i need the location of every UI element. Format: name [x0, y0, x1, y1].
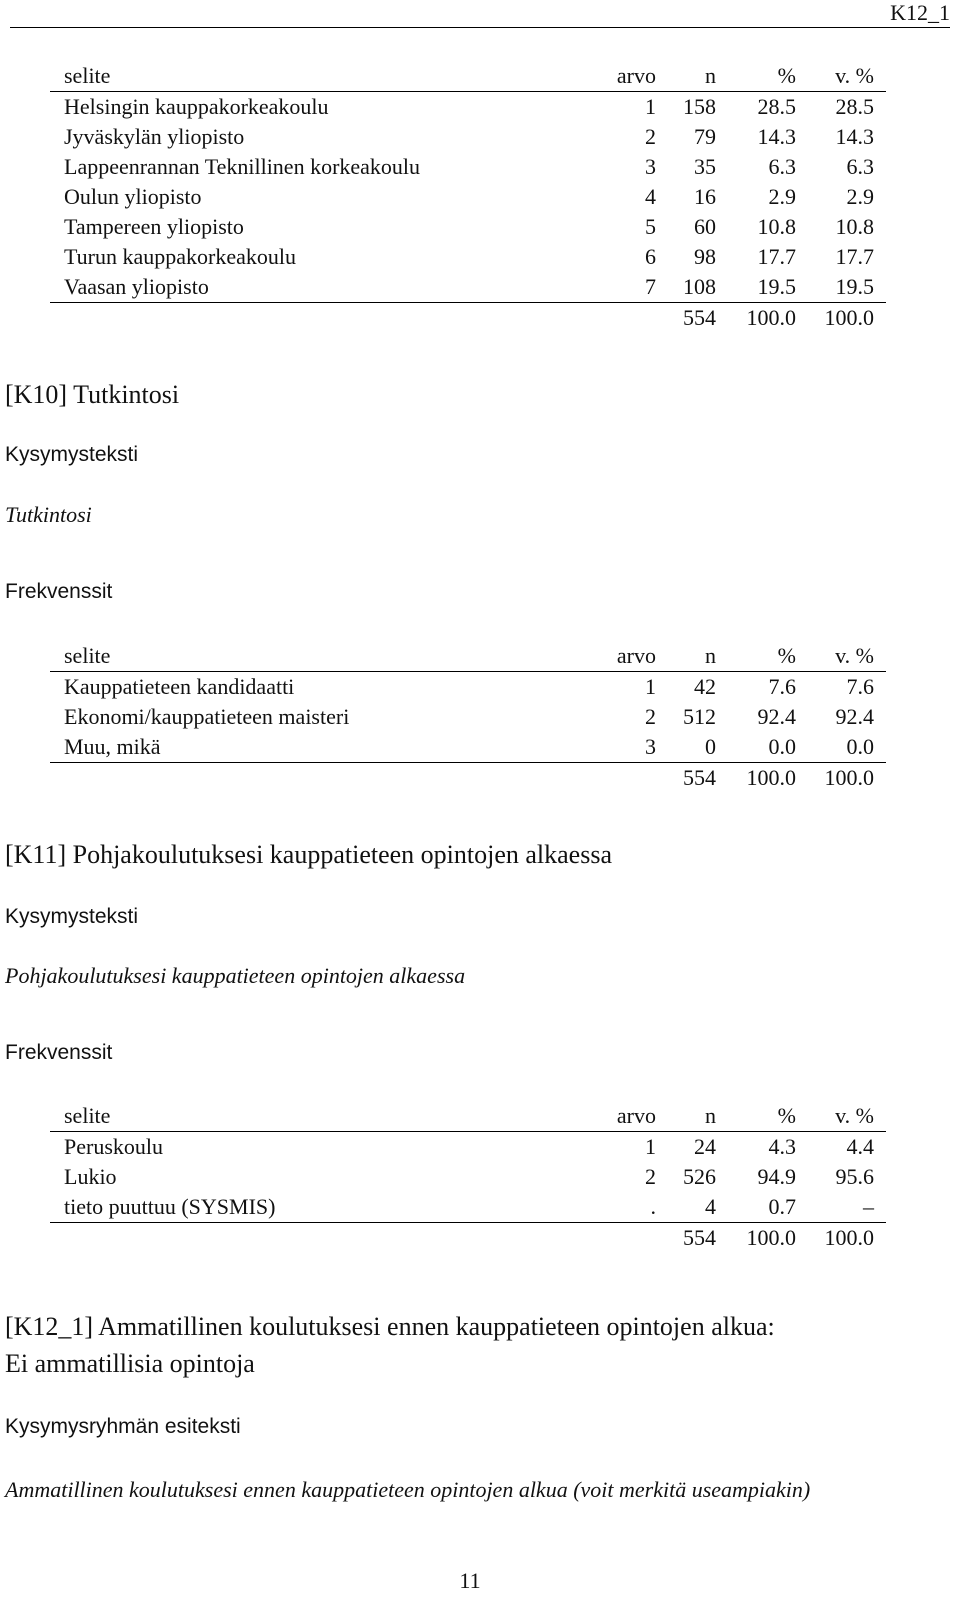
section-title-k11: [K11] Pohjakoulutuksesi kauppatieteen opintojen alkaessa: [5, 840, 613, 869]
cell-n: 16: [694, 184, 716, 209]
col-header-n: n: [656, 1101, 716, 1132]
col-header-pct: %: [716, 1101, 796, 1132]
section-title-k12-line2: Ei ammatillisia opintoja: [5, 1349, 255, 1378]
cell-value: 2: [645, 1164, 656, 1189]
cell-pct: 0.7: [716, 1192, 796, 1223]
frequency-table-k10: [50, 641, 886, 793]
cell-valid-pct: 19.5: [796, 272, 886, 303]
cell-valid-pct: –: [796, 1192, 886, 1223]
cell-pct: 4.3: [768, 1134, 796, 1159]
frequencies-heading-k11: Frekvenssit: [5, 1041, 113, 1064]
cell-value: 5: [645, 214, 656, 239]
cell-value: 7: [576, 272, 656, 303]
table-row: [50, 1192, 886, 1223]
cell-pct: 17.7: [757, 244, 796, 269]
table-row: [50, 672, 886, 703]
table-row: [50, 152, 886, 182]
cell-valid-pct: 28.5: [835, 94, 874, 119]
cell-label: tieto puuttuu (SYSMIS): [50, 1192, 576, 1223]
cell-n: 108: [656, 272, 716, 303]
cell-valid-pct: 7.6: [846, 674, 874, 699]
section-title-k10: [K10] Tutkintosi: [5, 380, 180, 409]
cell-valid-pct: 10.8: [835, 214, 874, 239]
total-n: 554: [683, 765, 716, 790]
total-n: 554: [683, 305, 716, 330]
cell-n: 4: [656, 1192, 716, 1223]
cell-pct: 92.4: [757, 704, 796, 729]
cell-label: Tampereen yliopisto: [64, 214, 244, 239]
table-row: [50, 272, 886, 303]
table-row: [50, 1132, 886, 1163]
header-rule: [10, 27, 950, 28]
cell-pct: 94.9: [757, 1164, 796, 1189]
cell-label: Muu, mikä: [50, 732, 576, 763]
cell-label: Kauppatieteen kandidaatti: [64, 674, 295, 699]
question-heading-k11: Kysymysteksti: [5, 905, 139, 928]
col-header-valid-pct: v. %: [796, 641, 886, 672]
cell-label: Vaasan yliopisto: [50, 272, 576, 303]
cell-n: 35: [694, 154, 716, 179]
frequency-table-k11: [50, 1101, 886, 1253]
col-header-n: n: [656, 641, 716, 672]
cell-label: Helsingin kauppakorkeakoulu: [64, 94, 329, 119]
table-header-row: [50, 1101, 886, 1132]
total-n: 554: [683, 1225, 716, 1250]
cell-value: 3: [576, 732, 656, 763]
col-header-label: selite: [50, 1101, 576, 1132]
table-row: [50, 732, 886, 763]
frequency-table-k9: [50, 61, 886, 333]
table-row: [50, 702, 886, 732]
table-total-row: [50, 1223, 886, 1254]
cell-n: 512: [683, 704, 716, 729]
cell-value: 2: [645, 704, 656, 729]
cell-pct: 6.3: [768, 154, 796, 179]
cell-pct: 28.5: [757, 94, 796, 119]
cell-value: .: [576, 1192, 656, 1223]
cell-value: 1: [645, 674, 656, 699]
group-text-k12: Ammatillinen koulutuksesi ennen kauppatieteen opintojen alkua (voit merkitä useampiakin): [5, 1477, 811, 1502]
cell-n: 79: [694, 124, 716, 149]
cell-valid-pct: 95.6: [835, 1164, 874, 1189]
group-heading-k12: Kysymysryhmän esiteksti: [5, 1415, 241, 1438]
col-header-n: n: [656, 61, 716, 92]
cell-value: 1: [645, 1134, 656, 1159]
col-header-valid-pct: v. %: [796, 61, 886, 92]
cell-n: 0: [656, 732, 716, 763]
col-header-value: arvo: [576, 641, 656, 672]
table-row: [50, 122, 886, 152]
table-header-row: [50, 641, 886, 672]
cell-label: Ekonomi/kauppatieteen maisteri: [64, 704, 350, 729]
cell-value: 6: [645, 244, 656, 269]
cell-pct: 2.9: [768, 184, 796, 209]
cell-value: 2: [645, 124, 656, 149]
section-title-k12-line1: [K12_1] Ammatillinen koulutuksesi ennen kauppatieteen opintojen alkua:: [5, 1312, 775, 1341]
cell-pct: 0.0: [716, 732, 796, 763]
cell-pct: 10.8: [757, 214, 796, 239]
table-row: [50, 242, 886, 272]
table-header-row: [50, 61, 886, 92]
cell-pct: 7.6: [768, 674, 796, 699]
table-row: [50, 92, 886, 123]
total-pct: 100.0: [746, 765, 796, 790]
table-total-row: [50, 303, 886, 334]
total-valid-pct: 100.0: [824, 765, 874, 790]
cell-n: 98: [694, 244, 716, 269]
table-row: [50, 182, 886, 212]
cell-valid-pct: 2.9: [846, 184, 874, 209]
col-header-value: arvo: [576, 61, 656, 92]
cell-valid-pct: 6.3: [846, 154, 874, 179]
cell-label: Lukio: [64, 1164, 117, 1189]
cell-valid-pct: 92.4: [835, 704, 874, 729]
cell-label: Peruskoulu: [64, 1134, 163, 1159]
cell-value: 4: [645, 184, 656, 209]
cell-n: 24: [694, 1134, 716, 1159]
total-valid-pct: 100.0: [824, 1225, 874, 1250]
cell-valid-pct: 0.0: [796, 732, 886, 763]
cell-pct: 14.3: [757, 124, 796, 149]
cell-label: Lappeenrannan Teknillinen korkeakoulu: [64, 154, 421, 179]
cell-n: 158: [683, 94, 716, 119]
cell-label: Jyväskylän yliopisto: [64, 124, 245, 149]
table-row: [50, 212, 886, 242]
running-head: K12_1: [890, 0, 950, 25]
cell-pct: 19.5: [716, 272, 796, 303]
cell-n: 60: [694, 214, 716, 239]
cell-valid-pct: 14.3: [835, 124, 874, 149]
frequencies-heading-k10: Frekvenssit: [5, 580, 113, 603]
page-number: 11: [459, 1568, 481, 1593]
col-header-label: selite: [50, 61, 576, 92]
cell-n: 42: [694, 674, 716, 699]
col-header-label: selite: [50, 641, 576, 672]
col-header-pct: %: [716, 61, 796, 92]
cell-valid-pct: 4.4: [846, 1134, 874, 1159]
cell-n: 526: [683, 1164, 716, 1189]
table-total-row: [50, 763, 886, 794]
question-heading-k10: Kysymysteksti: [5, 443, 139, 466]
col-header-pct: %: [716, 641, 796, 672]
cell-label: Oulun yliopisto: [64, 184, 202, 209]
total-pct: 100.0: [746, 305, 796, 330]
cell-value: 3: [645, 154, 656, 179]
cell-valid-pct: 17.7: [835, 244, 874, 269]
question-text-k10: Tutkintosi: [5, 502, 92, 527]
total-valid-pct: 100.0: [824, 305, 874, 330]
table-row: [50, 1162, 886, 1192]
total-pct: 100.0: [746, 1225, 796, 1250]
col-header-value: arvo: [576, 1101, 656, 1132]
cell-label: Turun kauppakorkeakoulu: [64, 244, 296, 269]
cell-value: 1: [645, 94, 656, 119]
col-header-valid-pct: v. %: [796, 1101, 886, 1132]
question-text-k11: Pohjakoulutuksesi kauppatieteen opintojen alkaessa: [5, 963, 466, 988]
